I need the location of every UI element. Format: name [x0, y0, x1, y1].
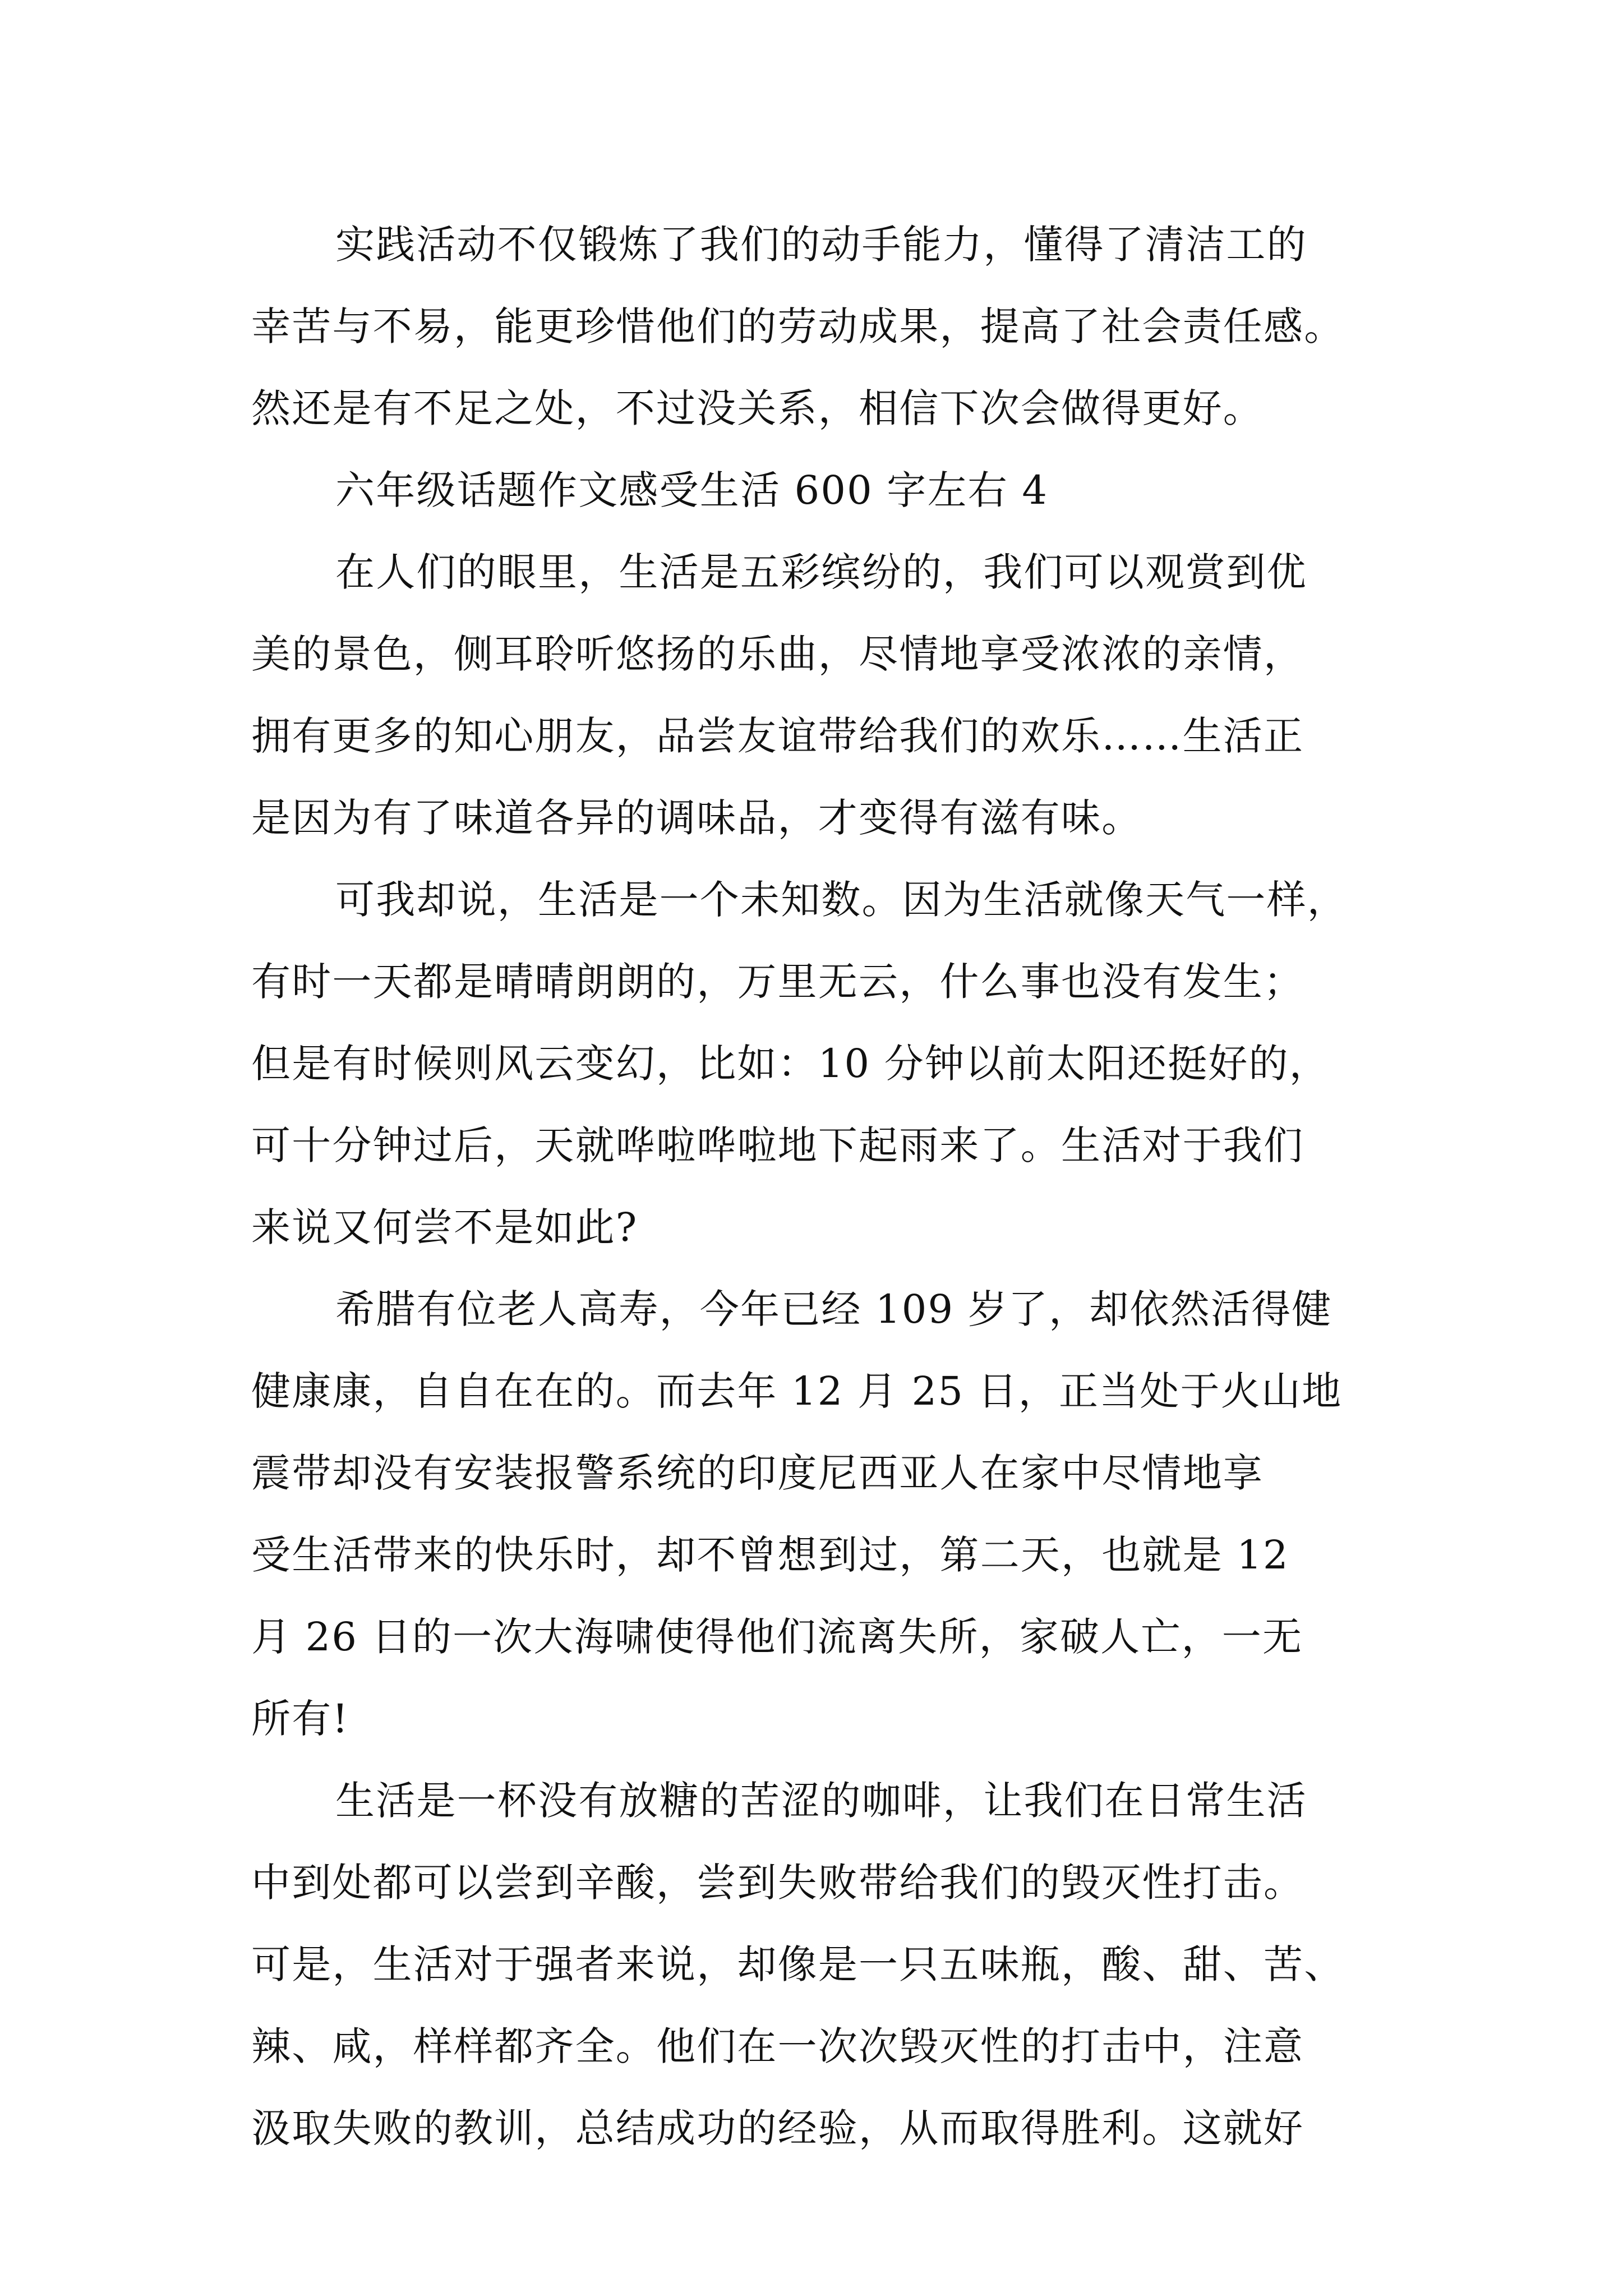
paragraph-line: 震带却没有安装报警系统的印度尼西亚人在家中尽情地享 [251, 1450, 1264, 1496]
paragraph-line: 美的景色，侧耳聆听悠扬的乐曲，尽情地享受浓浓的亲情， [251, 631, 1304, 677]
paragraph-line: 汲取失败的教训，总结成功的经验，从而取得胜利。这就好 [251, 2105, 1304, 2151]
paragraph-line: 辣、咸，样样都齐全。他们在一次次毁灭性的打击中，注意 [251, 2023, 1304, 2069]
paragraph-line: 月 26 日的一次大海啸使得他们流离失所，家破人亡，一无 [251, 1614, 1303, 1660]
paragraph-first-line: 生活是一杯没有放糖的苦涩的咖啡，让我们在日常生活 [335, 1778, 1307, 1824]
paragraph-line: 来说又何尝不是如此? [251, 1204, 638, 1250]
paragraph-first-line: 在人们的眼里，生活是五彩缤纷的，我们可以观赏到优 [335, 549, 1307, 595]
document-body [251, 204, 1384, 2169]
paragraph-first-line: 希腊有位老人高寿，今年已经 109 岁了，却依然活得健 [335, 1286, 1332, 1332]
paragraph-line: 然还是有不足之处，不过没关系，相信下次会做得更好。 [251, 385, 1264, 431]
paragraph-line: 健康康，自自在在的。而去年 12 月 25 日，正当处于火山地 [251, 1368, 1343, 1414]
paragraph-line: 中到处都可以尝到辛酸，尝到失败带给我们的毁灭性打击。 [251, 1860, 1304, 1906]
paragraph-line: 幸苦与不易，能更珍惜他们的劳动成果，提高了社会责任感。 [251, 303, 1345, 349]
paragraph-line: 可十分钟过后，天就哗啦哗啦地下起雨来了。生活对于我们 [251, 1122, 1304, 1168]
paragraph-first-line: 实践活动不仅锻炼了我们的动手能力，懂得了清洁工的 [335, 222, 1307, 268]
paragraph-line: 拥有更多的知心朋友，品尝友谊带给我们的欢乐……生活正 [251, 713, 1304, 759]
paragraph-line: 但是有时候则风云变幻，比如：10 分钟以前太阳还挺好的， [251, 1041, 1330, 1087]
paragraph-first-line: 六年级话题作文感受生活 600 字左右 4 [335, 467, 1049, 513]
paragraph-line: 有时一天都是晴晴朗朗的，万里无云，什么事也没有发生； [251, 959, 1304, 1005]
paragraph-line: 可是，生活对于强者来说，却像是一只五味瓶，酸、甜、苦、 [251, 1941, 1345, 1987]
paragraph-line: 所有! [251, 1696, 349, 1742]
paragraph-line: 受生活带来的快乐时，却不曾想到过，第二天，也就是 12 [251, 1532, 1289, 1578]
paragraph-line: 是因为有了味道各异的调味品，才变得有滋有味。 [251, 795, 1142, 841]
paragraph-first-line: 可我却说，生活是一个未知数。因为生活就像天气一样， [335, 877, 1348, 923]
